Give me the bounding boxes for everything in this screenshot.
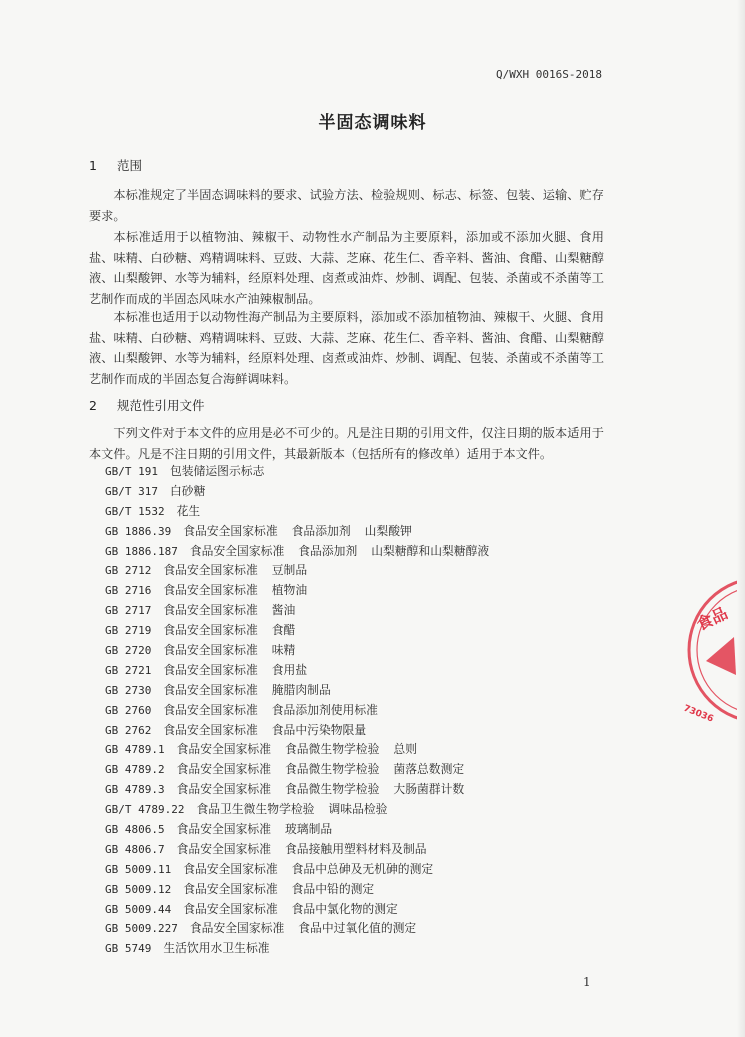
reference-item [105,482,489,502]
reference-code: GB 4806.5 [105,823,165,837]
reference-code: GB/T 1532 [105,504,165,518]
reference-item [105,880,489,900]
reference-item [105,860,489,880]
reference-org: 食品安全国家标准 [163,563,258,578]
reference-org: 食品安全国家标准 [176,762,271,777]
reference-code: GB 4789.2 [105,763,165,777]
reference-item [105,661,489,681]
reference-item [105,900,489,920]
scan-edge-shadow [737,0,745,1037]
reference-org: 食品安全国家标准 [176,742,271,757]
paragraph: 本标准也适用于以动物性海产制品为主要原料，添加或不添加植物油、辣椒干、火腿、食用盐、味精、白砂糖、鸡精调味料、豆豉、大蒜、芝麻、花生仁、香辛料、酱油、食醋、山梨糖醇液、山梨酸钾、水等为辅料，经原料处理、卤煮或油炸、炒制、调配、包装、杀菌或不杀菌等工艺制作而成的半固态复合海鲜调味料。 [89,310,604,386]
reference-item [105,740,489,760]
reference-name: 食品中过氧化值的测定 [298,921,417,936]
seal-digits: 73036 [681,703,715,725]
reference-item [105,840,489,860]
reference-code: GB 2721 [105,663,152,677]
reference-code: GB 2719 [105,624,152,638]
reference-subtitle: 食品添加剂 [291,523,351,538]
reference-subtitle: 食品微生物学检验 [285,782,380,797]
reference-name: 白砂糖 [169,483,206,498]
paragraph: 下列文件对于本文件的应用是必不可少的。凡是注日期的引用文件，仅注日期的版本适用于本文件。凡是不注日期的引用文件，其最新版本（包括所有的修改单）适用于本文件。 [89,426,604,461]
reference-code: GB 4789.3 [105,783,165,797]
reference-code: GB 2762 [105,723,152,737]
reference-code: GB 2730 [105,683,152,697]
reference-name: 食品中污染物限量 [271,722,367,737]
section-title: 范围 [116,158,142,173]
page-number: 1 [583,975,591,989]
reference-org: 食品安全国家标准 [163,603,258,618]
reference-name: 包装储运图示标志 [169,464,265,478]
reference-subtitle: 食品微生物学检验 [285,742,380,757]
reference-code: GB 1886.187 [105,544,178,558]
reference-org: 食品安全国家标准 [163,682,258,697]
reference-name: 腌腊肉制品 [271,682,331,697]
paragraph: 本标准适用于以植物油、辣椒干、动物性水产制品为主要原料，添加或不添加火腿、食用盐、味精、白砂糖、鸡精调味料、豆豉、大蒜、芝麻、花生仁、香辛料、酱油、食醋、山梨糖醇液、山梨酸钾、水等为辅料，经原料处理、卤煮或油炸、炒制、调配、包装、杀菌或不杀菌等工艺制作而成的半固态风味水产油辣椒制品。 [89,230,604,306]
reference-org: 食品安全国家标准 [189,921,285,936]
reference-name: 食醋 [271,623,296,638]
section-heading-scope [89,156,142,174]
reference-item [105,542,489,562]
reference-name: 食品中铅的测定 [291,881,375,896]
reference-name: 植物油 [271,583,308,598]
reference-code: GB 2716 [105,584,152,598]
reference-subtitle: 食品添加剂 [298,543,358,558]
reference-item [105,601,489,621]
reference-name: 大肠菌群计数 [393,782,465,797]
reference-name: 豆制品 [271,563,308,578]
reference-org: 生活饮用水卫生标准 [163,941,270,956]
reference-item [105,800,489,820]
reference-item [105,522,489,542]
reference-name: 食品中氯化物的测定 [291,901,398,916]
reference-org: 食品安全国家标准 [183,523,278,538]
reference-name: 食品中总砷及无机砷的测定 [291,861,434,876]
reference-name: 山梨酸钾 [364,523,412,538]
reference-code: GB/T 191 [105,465,158,478]
reference-org: 食品安全国家标准 [176,841,271,856]
reference-name: 玻璃制品 [285,822,333,837]
reference-code: GB 4806.7 [105,842,165,856]
reference-org: 食品安全国家标准 [163,583,258,598]
reference-org: 食品安全国家标准 [183,861,278,876]
reference-org: 食品安全国家标准 [176,822,271,837]
reference-org: 食品安全国家标准 [183,901,278,916]
reference-name: 总则 [393,742,417,757]
reference-name: 酱油 [271,603,296,618]
reference-code: GB 5009.44 [105,902,172,916]
reference-name: 花生 [176,503,201,518]
reference-item [105,939,489,959]
reference-item [105,462,489,482]
reference-name: 调味品检验 [328,802,388,817]
reference-list [105,462,489,959]
section-number: 2 [89,398,97,413]
reference-org: 食品安全国家标准 [189,543,285,558]
section-title: 规范性引用文件 [116,398,205,413]
reference-item [105,721,489,741]
reference-item [105,919,489,939]
reference-code: GB 5009.11 [105,862,172,876]
document-title: 半固态调味料 [318,113,427,133]
reference-code: GB 2717 [105,604,152,618]
reference-code: GB/T 317 [105,484,158,498]
reference-item [105,621,489,641]
reference-name: 味精 [271,643,296,658]
reference-item [105,820,489,840]
document-code: Q/WXH 0016S-2018 [496,68,602,81]
paragraph: 本标准规定了半固态调味料的要求、试验方法、检验规则、标志、标签、包装、运输、贮存要求。 [89,188,604,223]
reference-org: 食品安全国家标准 [163,643,258,658]
reference-code: GB 5009.227 [105,922,178,936]
reference-subtitle: 食品微生物学检验 [285,762,380,777]
section-number: 1 [89,158,97,173]
reference-code: GB 2760 [105,703,152,717]
reference-name: 菌落总数测定 [393,762,465,777]
reference-name: 食品添加剂使用标准 [271,702,378,717]
reference-item [105,561,489,581]
reference-item [105,681,489,701]
reference-item [105,641,489,661]
reference-item [105,780,489,800]
reference-code: GB 4789.1 [105,743,165,757]
reference-code: GB 2720 [105,644,152,658]
reference-code: GB/T 4789.22 [105,803,185,817]
reference-code: GB 5009.12 [105,882,172,896]
reference-org: 食品安全国家标准 [176,782,271,797]
official-seal [676,565,745,735]
reference-code: GB 1886.39 [105,524,172,538]
reference-item [105,760,489,780]
reference-item [105,581,489,601]
section-heading-normative-references [89,396,205,414]
reference-item [105,701,489,721]
reference-item [105,502,489,522]
reference-org: 食品安全国家标准 [183,881,278,896]
reference-code: GB 5749 [105,942,152,956]
reference-org: 食品安全国家标准 [163,702,258,717]
reference-name: 山梨糖醇和山梨糖醇液 [371,543,490,558]
reference-org: 食品安全国家标准 [163,662,258,677]
reference-code: GB 2712 [105,564,152,578]
reference-org: 食品安全国家标准 [163,623,258,638]
seal-text: 食品 [693,603,731,635]
reference-org: 食品安全国家标准 [163,722,258,737]
reference-name: 食品接触用塑料材料及制品 [285,841,427,856]
reference-org: 食品卫生微生物学检验 [196,802,315,817]
reference-name: 食用盐 [271,662,308,677]
